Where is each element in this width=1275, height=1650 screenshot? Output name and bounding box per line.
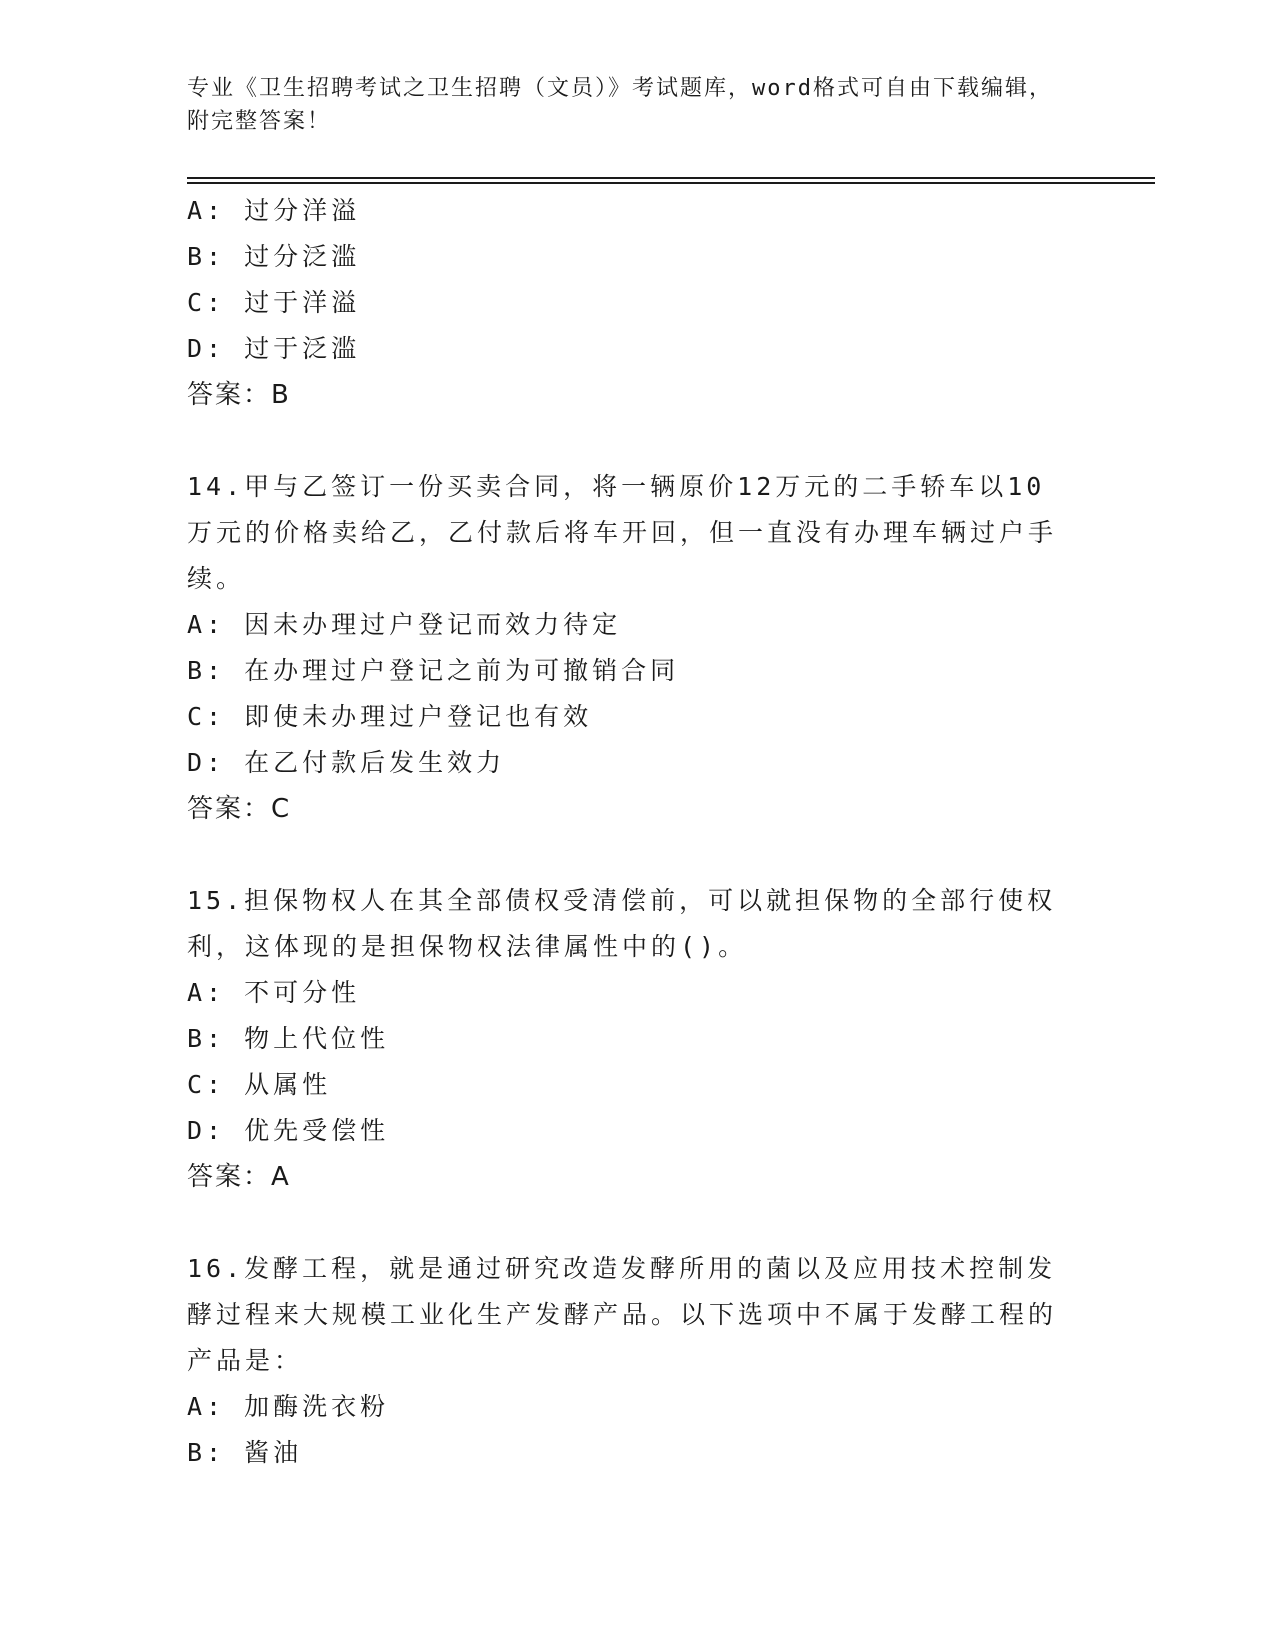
question-16 <box>187 1246 1067 1476</box>
question-text: 16.发酵工程，就是通过研究改造发酵所用的菌以及应用技术控制发酵过程来大规模工业化生产发酵产品。以下选项中不属于发酵工程的产品是： <box>187 1254 1058 1375</box>
option-b: B: 在办理过户登记之前为可撤销合同 <box>187 656 680 685</box>
question-text: 15.担保物权人在其全部债权受清偿前，可以就担保物的全部行使权利，这体现的是担保物权法律属性中的()。 <box>187 886 1057 961</box>
spacer <box>187 418 1067 464</box>
question-14 <box>187 464 1067 832</box>
option-a: A: 因未办理过户登记而效力待定 <box>187 610 622 639</box>
option-c: C: 过于洋溢 <box>187 288 361 317</box>
option-a: A: 过分洋溢 <box>187 196 361 225</box>
option-b: B: 过分泛滥 <box>187 242 361 271</box>
option-d: D: 过于泛滥 <box>187 334 361 363</box>
question-13 <box>187 188 1067 418</box>
option-a: A: 不可分性 <box>187 978 361 1007</box>
answer-line: 答案：B <box>187 380 291 410</box>
option-d: D: 优先受偿性 <box>187 1116 390 1145</box>
document-header: 专业《卫生招聘考试之卫生招聘（文员）》考试题库，word格式可自由下载编辑，附完整答案！ <box>187 76 1053 134</box>
option-c: C: 即使未办理过户登记也有效 <box>187 702 593 731</box>
question-text: 14.甲与乙签订一份买卖合同，将一辆原价12万元的二手轿车以10万元的价格卖给乙，乙付款后将车开回，但一直没有办理车辆过户手续。 <box>187 472 1058 593</box>
header-divider-bottom <box>187 182 1155 184</box>
option-c: C: 从属性 <box>187 1070 332 1099</box>
answer-line: 答案：C <box>187 794 292 824</box>
option-a: A: 加酶洗衣粉 <box>187 1392 390 1421</box>
option-b: B: 酱油 <box>187 1438 303 1467</box>
spacer <box>187 1200 1067 1246</box>
question-15 <box>187 878 1067 1200</box>
question-list <box>187 188 1067 1476</box>
answer-line: 答案：A <box>187 1162 291 1192</box>
option-d: D: 在乙付款后发生效力 <box>187 748 506 777</box>
spacer <box>187 832 1067 878</box>
header-divider-top <box>187 177 1155 179</box>
option-b: B: 物上代位性 <box>187 1024 390 1053</box>
